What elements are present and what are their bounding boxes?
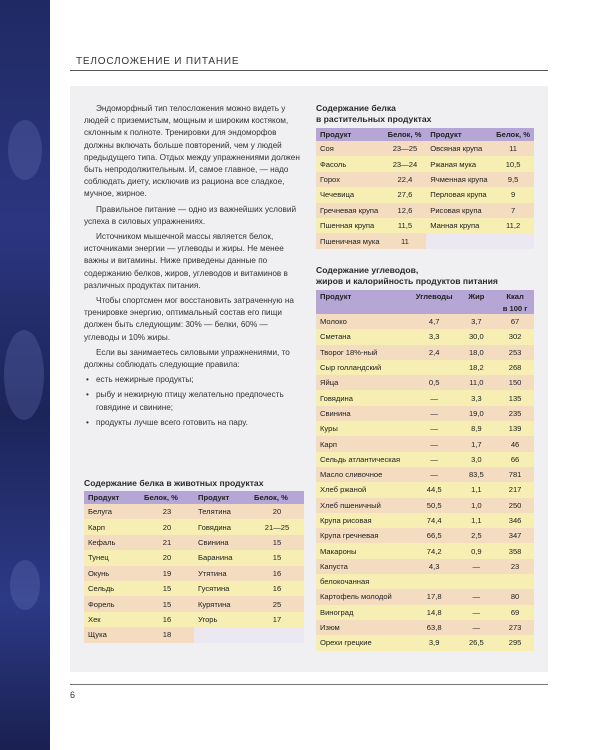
table-row xyxy=(84,581,304,596)
table-cell xyxy=(194,627,250,642)
table-cell: 20 xyxy=(140,519,194,534)
table-row xyxy=(84,535,304,550)
table-cell: — xyxy=(457,620,497,635)
table-row xyxy=(316,218,534,233)
paragraph: Источником мышечной массы является белок, источниками энергии — углеводы и жиры. Не менее важны и витамины. Ниже приведены данные по содержанию белков, жиров, углеводов и витаминов в различных продуктах питания. xyxy=(84,232,288,290)
table-cell: 19 xyxy=(140,566,194,581)
table-cell: Сельдь xyxy=(84,581,140,596)
table-row xyxy=(84,550,304,565)
table-row xyxy=(316,620,534,635)
table-cell: Хек xyxy=(84,612,140,627)
table-cell: Крупа рисовая xyxy=(316,513,412,528)
table-cell xyxy=(492,233,534,248)
table-cell: 17 xyxy=(250,612,304,627)
table-header-row xyxy=(316,290,534,302)
table-cell: 273 xyxy=(496,620,534,635)
paragraph: Чтобы спортсмен мог восстановить затраченную на тренировке энергию, оптимальный состав его пищи должен быть следующим: 30% — белки, 60% — углеводы и 10% жиры. xyxy=(84,296,294,342)
table-cell: Чечевица xyxy=(316,187,384,202)
table-cell: Говядина xyxy=(316,390,412,405)
table-cell: — xyxy=(412,390,457,405)
table-cell: Свинина xyxy=(316,406,412,421)
table-cell: Щука xyxy=(84,627,140,642)
paragraph: Если вы занимаетесь силовыми упражнениями, то должны соблюдать следующие правила: xyxy=(84,347,290,370)
plant-table-title-line: в растительных продуктах xyxy=(316,114,432,124)
column-header: Продукт xyxy=(316,128,384,141)
table-cell: 23 xyxy=(496,559,534,574)
table-cell: Фасоль xyxy=(316,156,384,171)
table-row xyxy=(316,375,534,390)
page-number: 6 xyxy=(70,690,76,700)
table-cell: — xyxy=(457,605,497,620)
table-cell: 27,6 xyxy=(384,187,427,202)
table-cell: 66 xyxy=(496,452,534,467)
paragraph: Эндоморфный тип телосложения можно видеть у людей с приземистым, мощным и широким костяком, склонным к полноте. Тренировки для эндоморфов должны включать больше повторений, чем у людей предыдущего типа. Отдых между упражнениями должен быть непродолжительным. И, самое главное, — надо соблюдать диету, исключив из рациона все сладкое, мучное, жирное. xyxy=(84,104,300,199)
table-row xyxy=(316,635,534,650)
table-header-row xyxy=(316,128,534,141)
table-cell: 295 xyxy=(496,635,534,650)
table-cell: 268 xyxy=(496,360,534,375)
table-cell: 4,7 xyxy=(412,314,457,329)
table-cell: Ячменная крупа xyxy=(426,172,492,187)
table-cell: 15 xyxy=(140,596,194,611)
table-cell: 11,5 xyxy=(384,218,427,233)
table-cell: 50,5 xyxy=(412,498,457,513)
table-row xyxy=(316,406,534,421)
column-header xyxy=(457,302,497,314)
table-cell: Виноград xyxy=(316,605,412,620)
table-cell: 2,5 xyxy=(457,528,497,543)
table-row xyxy=(84,627,304,642)
column-subheader: в 100 г xyxy=(496,302,534,314)
table-cell: Говядина xyxy=(194,519,250,534)
animal-table-title: Содержание белка в животных продуктах xyxy=(84,478,264,488)
nutrition-table-title-line: жиров и калорийность продуктов питания xyxy=(316,276,498,286)
body-text xyxy=(84,103,304,432)
table-cell: 66,5 xyxy=(412,528,457,543)
table-cell: 30,0 xyxy=(457,329,497,344)
table-cell: Яйца xyxy=(316,375,412,390)
table-cell: 347 xyxy=(496,528,534,543)
table-row xyxy=(84,504,304,519)
table-cell: Горох xyxy=(316,172,384,187)
table-cell: 15 xyxy=(250,550,304,565)
table-cell: 2,4 xyxy=(412,345,457,360)
table-cell xyxy=(457,574,497,589)
table-row xyxy=(316,345,534,360)
column-header xyxy=(412,302,457,314)
table-cell: Сельдь атлантическая xyxy=(316,452,412,467)
table-cell: 67 xyxy=(496,314,534,329)
table-cell: Куры xyxy=(316,421,412,436)
table-cell: Соя xyxy=(316,141,384,156)
table-cell: 74,2 xyxy=(412,543,457,558)
table-row xyxy=(316,513,534,528)
table-cell: 9,5 xyxy=(492,172,534,187)
list-item: • есть нежирные продукты; xyxy=(84,374,304,386)
table-cell: 19,0 xyxy=(457,406,497,421)
table-cell: — xyxy=(412,421,457,436)
table-cell: Курятина xyxy=(194,596,250,611)
table-cell: 44,5 xyxy=(412,482,457,497)
column-header xyxy=(316,302,412,314)
table-cell: Свинина xyxy=(194,535,250,550)
table-cell: Утятина xyxy=(194,566,250,581)
table-cell: 16 xyxy=(140,612,194,627)
table-row xyxy=(316,360,534,375)
table-row xyxy=(316,543,534,558)
table-cell: 23—24 xyxy=(384,156,427,171)
table-cell: Хлеб пшеничный xyxy=(316,498,412,513)
table-cell: 11 xyxy=(384,233,427,248)
table-cell: 83,5 xyxy=(457,467,497,482)
table-cell: 12,6 xyxy=(384,203,427,218)
table-cell: 0,9 xyxy=(457,543,497,558)
table-cell: 3,7 xyxy=(457,314,497,329)
column-header: Жир xyxy=(457,290,497,302)
table-cell: 781 xyxy=(496,467,534,482)
table-cell: 150 xyxy=(496,375,534,390)
table-cell: — xyxy=(412,406,457,421)
table-row xyxy=(316,482,534,497)
rules-list xyxy=(84,374,304,429)
table-cell xyxy=(496,574,534,589)
table-row xyxy=(316,314,534,329)
table-row xyxy=(316,528,534,543)
table-cell: — xyxy=(457,559,497,574)
table-row xyxy=(316,141,534,156)
plant-table-title xyxy=(316,103,431,125)
table-cell: Молоко xyxy=(316,314,412,329)
table-cell: 20 xyxy=(250,504,304,519)
table-cell: Тунец xyxy=(84,550,140,565)
table-cell: 21—25 xyxy=(250,519,304,534)
table-row xyxy=(316,498,534,513)
table-cell: Крупа гречневая xyxy=(316,528,412,543)
table-cell: — xyxy=(412,467,457,482)
table-cell: 11,2 xyxy=(492,218,534,233)
table-cell: 1,1 xyxy=(457,482,497,497)
table-cell: 11,0 xyxy=(457,375,497,390)
table-cell: Карп xyxy=(316,436,412,451)
table-cell: Карп xyxy=(84,519,140,534)
table-row xyxy=(316,187,534,202)
nutrition-table-title-line: Содержание углеводов, xyxy=(316,265,419,275)
table-cell: Перловая крупа xyxy=(426,187,492,202)
column-header: Ккал xyxy=(496,290,534,302)
table-cell: 250 xyxy=(496,498,534,513)
table-cell: 46 xyxy=(496,436,534,451)
table-cell: 10,5 xyxy=(492,156,534,171)
table-cell: 139 xyxy=(496,421,534,436)
table-cell: Форель xyxy=(84,596,140,611)
table-cell: 3,0 xyxy=(457,452,497,467)
table-cell: 16 xyxy=(250,566,304,581)
table-cell: белокочанная xyxy=(316,574,412,589)
column-header: Продукт xyxy=(316,290,412,302)
table-cell: — xyxy=(457,589,497,604)
table-cell: — xyxy=(412,436,457,451)
animal-protein-table xyxy=(84,491,304,643)
table-cell: 15 xyxy=(140,581,194,596)
table-cell: Макароны xyxy=(316,543,412,558)
table-cell: Гусятина xyxy=(194,581,250,596)
table-cell: 1,7 xyxy=(457,436,497,451)
table-cell: 253 xyxy=(496,345,534,360)
table-row xyxy=(316,233,534,248)
table-row xyxy=(316,172,534,187)
table-cell: Масло сливочное xyxy=(316,467,412,482)
table-cell: 135 xyxy=(496,390,534,405)
table-cell: 4,3 xyxy=(412,559,457,574)
table-cell: Ржаная мука xyxy=(426,156,492,171)
table-cell: Овсяная крупа xyxy=(426,141,492,156)
header-divider xyxy=(70,70,548,71)
table-cell: Пшенная крупа xyxy=(316,218,384,233)
table-row xyxy=(316,574,534,589)
page-header-title: ТЕЛОСЛОЖЕНИЕ И ПИТАНИЕ xyxy=(76,56,240,67)
table-cell: 1,1 xyxy=(457,513,497,528)
plant-protein-table xyxy=(316,128,534,249)
table-cell: 346 xyxy=(496,513,534,528)
table-cell: 302 xyxy=(496,329,534,344)
column-header: Продукт xyxy=(194,491,250,504)
table-row xyxy=(316,156,534,171)
table-cell xyxy=(426,233,492,248)
decorative-side-photo xyxy=(0,0,50,750)
table-cell: 23 xyxy=(140,504,194,519)
table-cell: 217 xyxy=(496,482,534,497)
table-cell: Баранина xyxy=(194,550,250,565)
table-cell: Творог 18%-ный xyxy=(316,345,412,360)
table-row xyxy=(316,390,534,405)
table-row xyxy=(84,566,304,581)
table-cell: 18,0 xyxy=(457,345,497,360)
table-cell: Телятина xyxy=(194,504,250,519)
paragraph: Правильное питание — одно из важнейших условий успеха в силовых упражнениях. xyxy=(84,204,297,226)
table-cell: Пшеничная мука xyxy=(316,233,384,248)
table-cell: 74,4 xyxy=(412,513,457,528)
table-cell xyxy=(412,360,457,375)
table-cell: 3,3 xyxy=(412,329,457,344)
table-cell: 63,8 xyxy=(412,620,457,635)
table-cell: 7 xyxy=(492,203,534,218)
table-cell: 20 xyxy=(140,550,194,565)
table-cell: Окунь xyxy=(84,566,140,581)
table-cell: Угорь xyxy=(194,612,250,627)
table-cell: Гречневая крупа xyxy=(316,203,384,218)
table-row xyxy=(316,452,534,467)
column-header: Белок, % xyxy=(384,128,427,141)
table-cell: 18,2 xyxy=(457,360,497,375)
table-cell: 25 xyxy=(250,596,304,611)
table-row xyxy=(316,329,534,344)
table-row xyxy=(316,203,534,218)
table-cell: 23—25 xyxy=(384,141,427,156)
table-cell: 15 xyxy=(250,535,304,550)
table-cell: 1,0 xyxy=(457,498,497,513)
table-cell: Кефаль xyxy=(84,535,140,550)
table-cell: 16 xyxy=(250,581,304,596)
table-cell: 11 xyxy=(492,141,534,156)
table-row xyxy=(316,559,534,574)
table-cell: 235 xyxy=(496,406,534,421)
table-cell: Белуга xyxy=(84,504,140,519)
table-cell: Сыр голландский xyxy=(316,360,412,375)
table-cell: Манная крупа xyxy=(426,218,492,233)
table-cell: 17,8 xyxy=(412,589,457,604)
nutrition-table xyxy=(316,290,534,651)
table-row xyxy=(84,596,304,611)
table-row xyxy=(84,519,304,534)
table-cell: Картофель молодой xyxy=(316,589,412,604)
table-cell: 18 xyxy=(140,627,194,642)
table-cell: Хлеб ржаной xyxy=(316,482,412,497)
table-cell xyxy=(250,627,304,642)
table-cell: 21 xyxy=(140,535,194,550)
table-cell xyxy=(412,574,457,589)
table-cell: 26,5 xyxy=(457,635,497,650)
column-header: Продукт xyxy=(426,128,492,141)
footer-divider xyxy=(70,684,548,685)
list-item: • продукты лучше всего готовить на пару. xyxy=(84,417,304,429)
table-cell: 22,4 xyxy=(384,172,427,187)
list-item: • рыбу и нежирную птицу желательно предпочесть говядине и свинине; xyxy=(84,389,304,413)
table-cell: Орехи грецкие xyxy=(316,635,412,650)
table-cell: Изюм xyxy=(316,620,412,635)
table-header-row xyxy=(84,491,304,504)
table-cell: 3,3 xyxy=(457,390,497,405)
table-cell: 0,5 xyxy=(412,375,457,390)
table-cell: 3,9 xyxy=(412,635,457,650)
column-header: Белок, % xyxy=(140,491,194,504)
table-cell: 14,8 xyxy=(412,605,457,620)
column-header: Белок, % xyxy=(250,491,304,504)
column-header: Продукт xyxy=(84,491,140,504)
table-cell: 358 xyxy=(496,543,534,558)
plant-table-title-line: Содержание белка xyxy=(316,103,396,113)
table-cell: 9 xyxy=(492,187,534,202)
nutrition-table-title xyxy=(316,265,498,287)
table-row xyxy=(316,605,534,620)
table-row xyxy=(316,467,534,482)
column-header: Белок, % xyxy=(492,128,534,141)
table-cell: 80 xyxy=(496,589,534,604)
table-subheader-row xyxy=(316,302,534,314)
table-cell: Сметана xyxy=(316,329,412,344)
table-cell: — xyxy=(412,452,457,467)
table-row xyxy=(316,436,534,451)
table-cell: 8,9 xyxy=(457,421,497,436)
table-row xyxy=(84,612,304,627)
column-header: Углеводы xyxy=(412,290,457,302)
table-cell: 69 xyxy=(496,605,534,620)
table-row xyxy=(316,421,534,436)
table-cell: Рисовая крупа xyxy=(426,203,492,218)
table-cell: Капуста xyxy=(316,559,412,574)
table-row xyxy=(316,589,534,604)
